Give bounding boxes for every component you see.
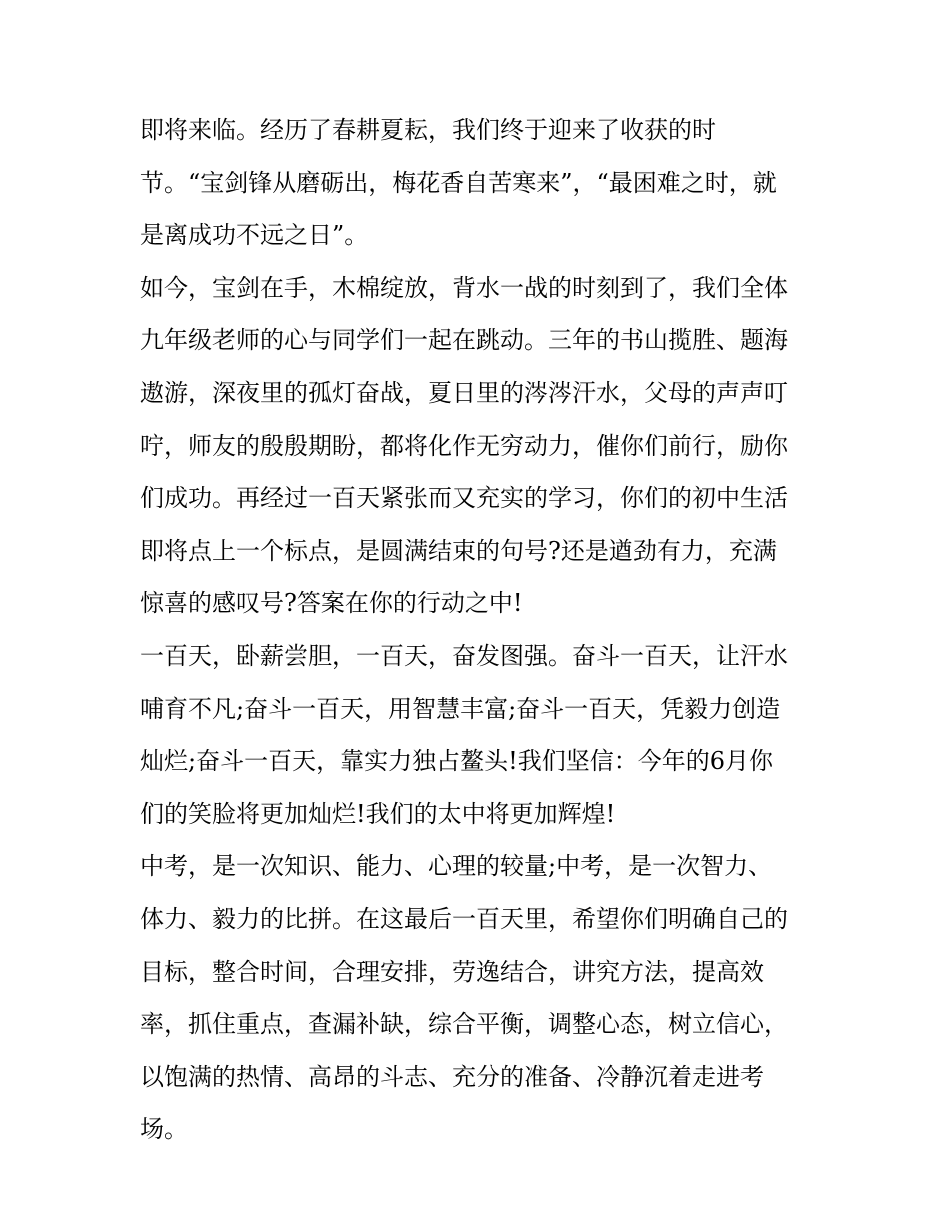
- text-line: 以饱满的热情、高昂的斗志、充分的准备、冷静沉着走进考: [140, 1062, 764, 1091]
- text-line: 即将点上一个标点，是圆满结束的句号?还是遒劲有力，充满: [140, 536, 777, 565]
- text-line: 如今，宝剑在手，木棉绽放，背水一战的时刻到了，我们全体: [140, 273, 788, 302]
- text-line: 中考，是一次知识、能力、心理的较量;中考，是一次智力、: [140, 852, 773, 881]
- text-line: 即将来临。经历了春耕夏耘，我们终于迎来了收获的时: [140, 116, 716, 144]
- text-line: 九年级老师的心与同学们一起在跳动。三年的书山揽胜、题海: [140, 326, 788, 355]
- text-line: 咛，师友的殷殷期盼，都将化作无穷动力，催你们前行，励你: [140, 431, 788, 460]
- document-body: [140, 104, 820, 1156]
- text-line: 目标，整合时间，合理安排，劳逸结合，讲究方法，提高效: [140, 957, 764, 986]
- text-line: 哺育不凡;奋斗一百天，用智慧丰富;奋斗一百天，凭毅力创造: [140, 694, 781, 723]
- text-line: 是离成功不远之日”。: [140, 221, 369, 250]
- text-line: 率，抓住重点，查漏补缺，综合平衡，调整心态，树立信心，: [140, 1010, 788, 1039]
- text-line: 灿烂;奋斗一百天，靠实力独占鳌头!我们坚信：今年的6月你: [140, 747, 773, 776]
- text-line: 惊喜的感叹号?答案在你的行动之中!: [140, 589, 523, 618]
- text-line: 遨游，深夜里的孤灯奋战，夏日里的涔涔汗水，父母的声声叮: [140, 378, 788, 407]
- text-line: 场。: [140, 1115, 188, 1144]
- text-line: 体力、毅力的比拼。在这最后一百天里，希望你们明确自己的: [140, 904, 788, 933]
- text-line: 们成功。再经过一百天紧张而又充实的学习，你们的初中生活: [140, 484, 788, 513]
- text-line: 节。“宝剑锋从磨砺出，梅花香自苦寒来”，“最困难之时，就: [140, 168, 777, 197]
- text-line: 一百天，卧薪尝胆，一百天，奋发图强。奋斗一百天，让汗水: [140, 641, 788, 670]
- text-line: 们的笑脸将更加灿烂!我们的太中将更加辉煌!: [140, 799, 616, 828]
